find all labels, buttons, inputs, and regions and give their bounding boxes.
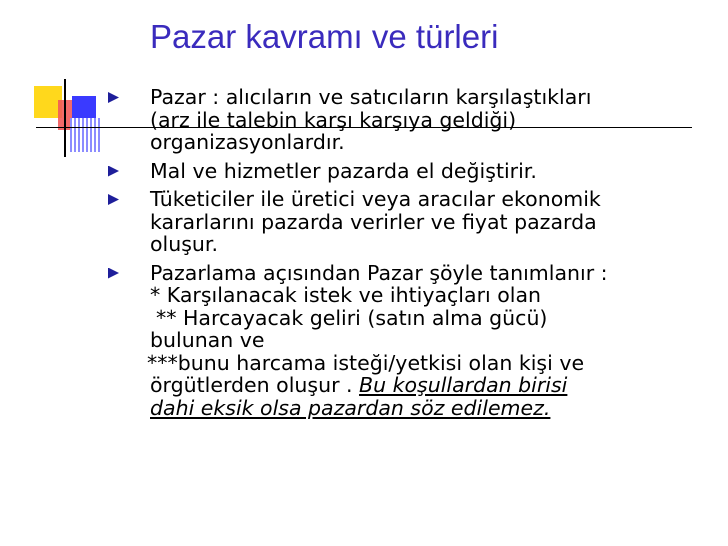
bullet-text-segment: örgütlerden oluşur .	[150, 373, 360, 397]
bullet-arrow-icon	[108, 268, 119, 279]
emphasis-text: Bu koşullardan birisi	[359, 373, 568, 397]
bullet-text-line: Tüketiciler ile üretici veya aracılar ekonomik	[150, 187, 601, 211]
bullet-text-line-with-emphasis	[150, 374, 715, 397]
bullet-text-line: organizasyonlardır.	[150, 130, 345, 154]
bullet-text-line: oluşur.	[150, 232, 218, 256]
bullet-text-line: (arz ile talebin karşı karşıya geldiği)	[150, 107, 517, 132]
bullet-arrow-icon	[108, 194, 119, 205]
bullet-text-line: ** Harcayacak geliri (satın alma gücü)	[156, 305, 548, 330]
bullet-text-line: * Karşılanacak istek ve ihtiyaçları olan	[150, 283, 542, 307]
bullet-text-line: bulunan ve	[150, 328, 265, 352]
bullet-text-line: kararlarını pazarda verirler ve fiyat pazarda	[150, 209, 597, 234]
slide-title: Pazar kavramı ve türleri	[150, 18, 499, 55]
bullet-item-exchange	[100, 160, 715, 183]
bullet-list	[100, 86, 715, 425]
decorative-striped-block	[70, 118, 100, 152]
bullet-text-line: Pazarlama açısından Pazar şöyle tanımlanır :	[150, 260, 608, 285]
bullet-arrow-icon	[108, 92, 119, 103]
bullet-item-decisions	[100, 188, 715, 256]
bullet-text-line: Mal ve hizmetler pazarda el değiştirir.	[150, 158, 537, 183]
decorative-vertical-line	[64, 79, 66, 157]
emphasis-text: dahi eksik olsa pazardan söz edilemez.	[150, 395, 551, 420]
bullet-text-line: ***bunu harcama isteği/yetkisi olan kişi ve	[147, 350, 585, 375]
bullet-arrow-icon	[108, 166, 119, 177]
bullet-item-market-definition	[100, 86, 715, 154]
bullet-text-line: Pazar : alıcıların ve satıcıların karşılaştıkları	[150, 85, 592, 109]
bullet-item-marketing-definition	[100, 262, 715, 420]
